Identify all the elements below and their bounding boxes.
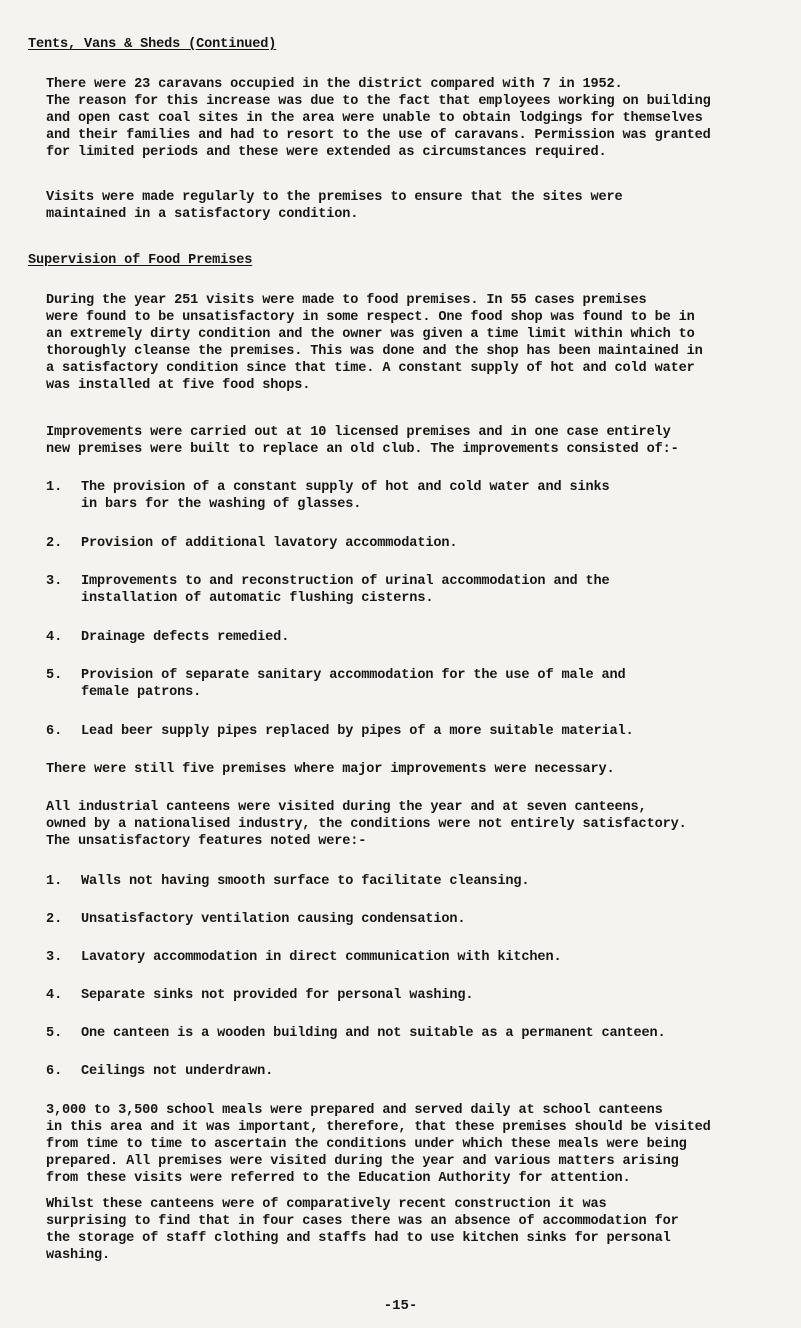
list-item-number: 5. [46,1026,63,1041]
list-item [46,535,457,552]
list-item [46,911,465,928]
list-item [46,949,561,966]
list-item [46,1025,666,1042]
list-item-number: 2. [46,912,63,927]
list-item-text: Separate sinks not provided for personal washing. [81,988,474,1003]
list-item [46,479,610,513]
list-item-number: 1. [46,874,63,889]
list-item-number: 6. [46,1064,63,1079]
list-item-number: 4. [46,988,63,1003]
paragraph-major-improvements: There were still five premises where major improvements were necessary. [46,762,615,777]
paragraph-site-visits: Visits were made regularly to the premises to ensure that the sites were maintained in a satisfactory condition. [46,190,623,222]
list-item [46,723,634,740]
list-item-text: Unsatisfactory ventilation causing condensation. [81,912,466,927]
paragraph-industrial-canteens: All industrial canteens were visited during the year and at seven canteens, owned by a nationalised industry, the conditions were not entirely satisfactory. The unsatisfactory features noted were:- [46,800,687,849]
list-item-text: Ceilings not underdrawn. [81,1064,274,1079]
list-item [46,667,626,701]
list-item [46,1063,273,1080]
list-item-text: Provision of separate sanitary accommodation for the use of male and female patrons. [81,668,626,700]
list-item-text: Improvements to and reconstruction of urinal accommodation and the installation of automatic flushing cisterns. [81,574,610,606]
list-item-text: Provision of additional lavatory accommodation. [81,536,458,551]
list-item-text: Walls not having smooth surface to facilitate cleansing. [81,874,530,889]
section-heading-food-premises: Supervision of Food Premises [28,253,253,268]
list-item-number: 4. [46,630,63,645]
paragraph-caravans: There were 23 caravans occupied in the district compared with 7 in 1952. The reason for this increase was due to the fact that employees working on building and open cast coal sites in the area were unable to obtain lodgings for themselves and their families and had to resort to the use of caravans. Permission was granted for limited periods and these were extended as circumstances required. [46,77,711,160]
paragraph-licensed-premises: Improvements were carried out at 10 licensed premises and in one case entirely new premises were built to replace an old club. The improvements consisted of:- [46,425,679,457]
section-heading-tents: Tents, Vans & Sheds (Continued) [28,37,277,52]
paragraph-food-visits: During the year 251 visits were made to food premises. In 55 cases premises were found to be unsatisfactory in some respect. One food shop was found to be in an extremely dirty condition and the owner was given a time limit within which to thoroughly cleanse the premises. This was done and the shop has been maintained in a satisfactory condition since that time. A constant supply of hot and cold water was installed at five food shops. [46,293,703,393]
list-item-number: 3. [46,574,63,589]
list-item [46,987,473,1004]
list-item [46,873,529,890]
list-item-number: 6. [46,724,63,739]
list-item [46,573,610,607]
list-item-number: 2. [46,536,63,551]
list-item-number: 1. [46,480,63,495]
list-item-number: 5. [46,668,63,683]
list-item-text: Lead beer supply pipes replaced by pipes of a more suitable material. [81,724,634,739]
paragraph-school-meals: 3,000 to 3,500 school meals were prepared and served daily at school canteens in this area and it was important, therefore, that these premises should be visited from time to time to ascertain the conditions under which these meals were being prepared. All premises were visited during the year and various matters arising from these visits were referred to the Education Authority for attention. [46,1103,711,1186]
page-number: -15- [383,1298,418,1314]
list-item-text: One canteen is a wooden building and not suitable as a permanent canteen. [81,1026,666,1041]
list-item-text: Lavatory accommodation in direct communication with kitchen. [81,950,562,965]
list-item-text: Drainage defects remedied. [81,630,290,645]
list-item [46,629,289,646]
list-item-text: The provision of a constant supply of hot and cold water and sinks in bars for the washing of glasses. [81,480,610,512]
paragraph-canteen-storage: Whilst these canteens were of comparatively recent construction it was surprising to find that in four cases there was an absence of accommodation for the storage of staff clothing and staffs had to use kitchen sinks for personal washing. [46,1197,679,1263]
list-item-number: 3. [46,950,63,965]
